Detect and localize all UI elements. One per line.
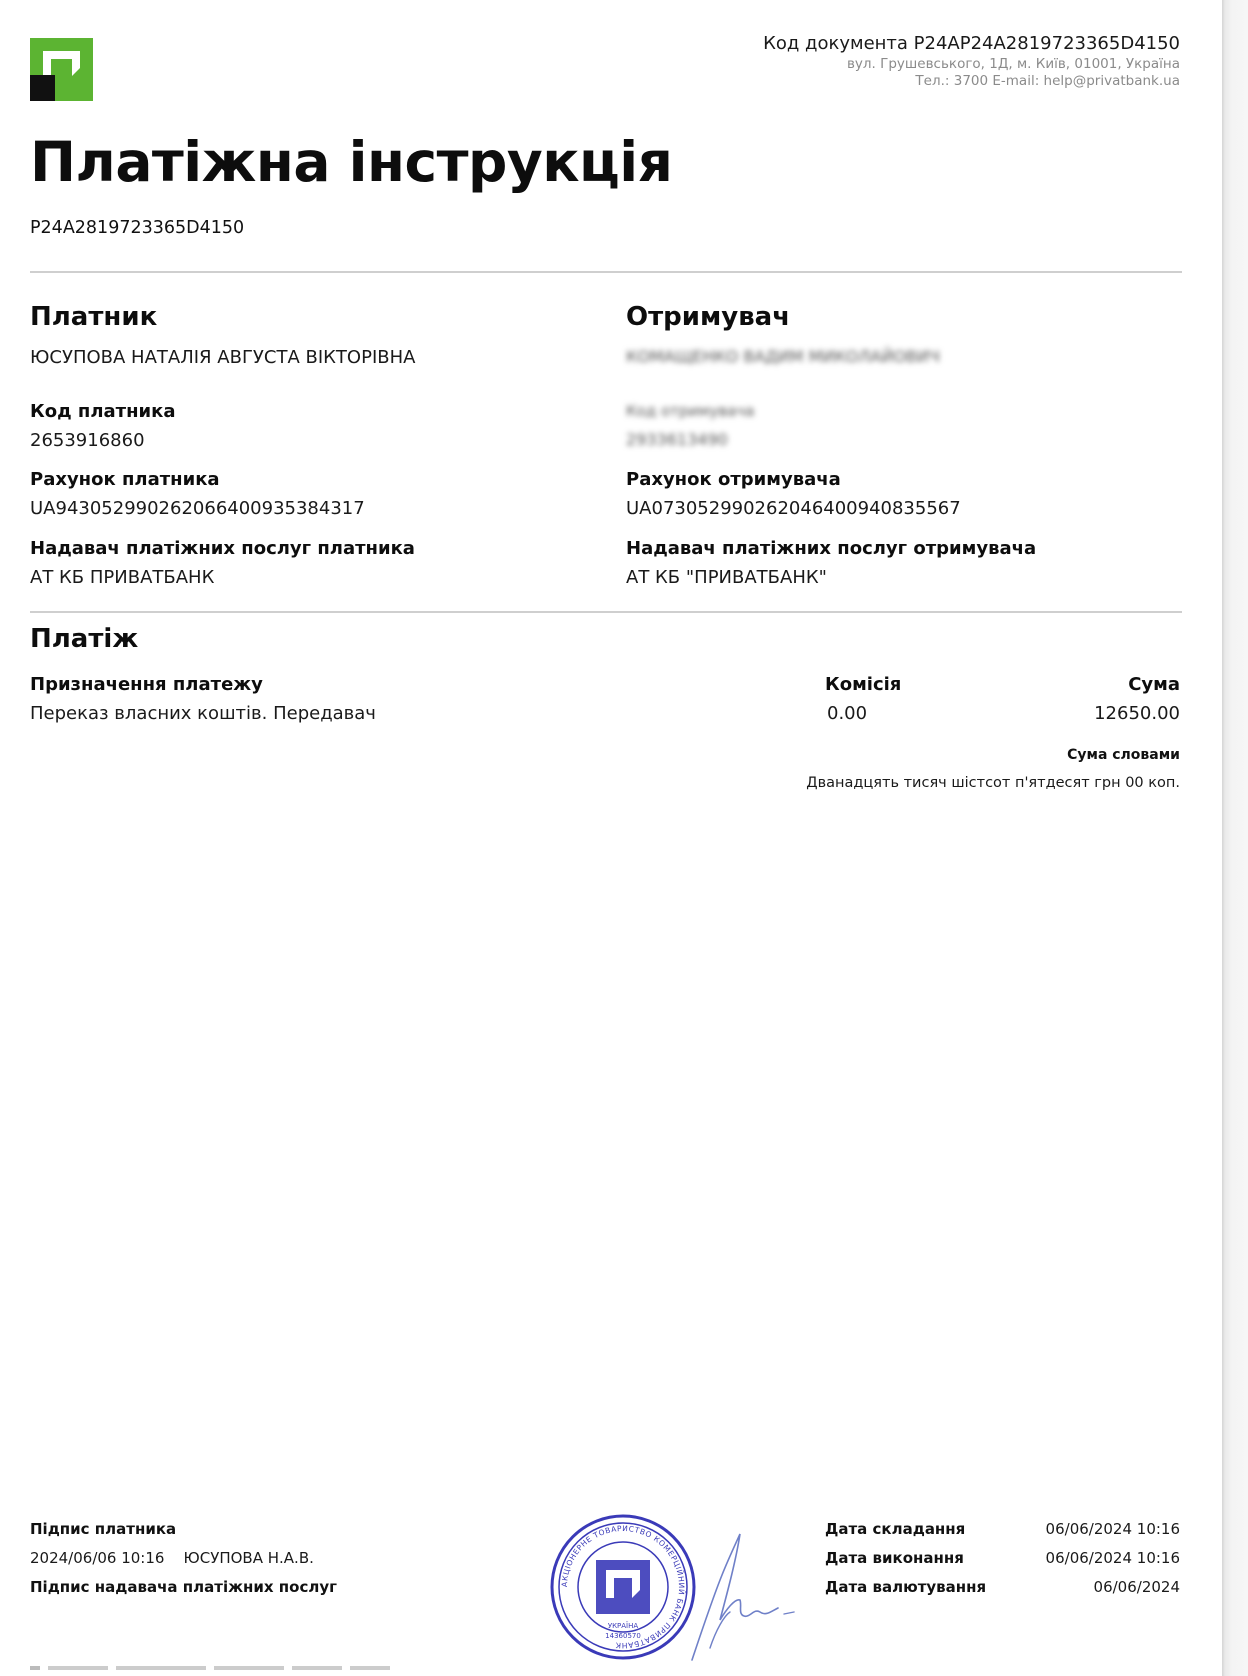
fee-label: Комісія [825,674,902,695]
date-created-value: 06/06/2024 10:16 [1045,1520,1180,1538]
recipient-code-label: Код отримувача [626,402,755,420]
document-subcode: P24A2819723365D4150 [30,218,245,238]
divider [30,271,1182,273]
recipient-provider-label: Надавач платіжних послуг отримувача [626,538,1037,559]
page-edge-shadow [1222,0,1248,1676]
svg-text:УКРАЇНА: УКРАЇНА [607,1622,639,1630]
payer-account-label: Рахунок платника [30,469,220,490]
payer-signature-value: 2024/06/06 10:16 ЮСУПОВА Н.А.В. [30,1549,314,1567]
date-value-value: 06/06/2024 [1093,1578,1180,1596]
amount-value: 12650.00 [1094,703,1180,724]
svg-text:14360570: 14360570 [605,1632,641,1640]
recipient-code: 2933613490 [626,430,728,449]
date-executed-value: 06/06/2024 10:16 [1045,1549,1180,1567]
page-title: Платіжна інструкція [30,130,673,194]
payer-heading: Платник [30,302,158,332]
recipient-provider: АТ КБ "ПРИВАТБАНК" [626,567,827,588]
payer-provider-label: Надавач платіжних послуг платника [30,538,415,559]
svg-text:АКЦІОНЕРНЕ ТОВАРИСТВО КОМЕРЦІЙ: АКЦІОНЕРНЕ ТОВАРИСТВО КОМЕРЦІЙНИЙ БАНК ПРИВАТБАНК [559,1523,687,1651]
bank-address: вул. Грушевського, 1Д, м. Київ, 01001, Україна [846,56,1180,72]
payer-provider: АТ КБ ПРИВАТБАНК [30,567,215,588]
payer-code-label: Код платника [30,401,176,422]
amount-words-label: Сума словами [1067,747,1180,763]
payer-code: 2653916860 [30,430,145,451]
cutoff-text-line [30,1664,450,1670]
bank-stamp-icon [548,1512,698,1662]
date-value-label: Дата валютування [825,1578,987,1596]
fee-value: 0.00 [827,703,868,724]
purpose-label: Призначення платежу [30,674,263,695]
recipient-account-label: Рахунок отримувача [626,469,841,490]
payment-heading: Платіж [30,624,139,654]
bank-contacts: Тел.: 3700 E-mail: help@privatbank.ua [915,73,1180,89]
divider [30,611,1182,613]
amount-label: Сума [1128,674,1180,695]
recipient-name: КОМАЩЕНКО ВАДИМ МИКОЛАЙОВИЧ [626,347,940,366]
date-created-label: Дата складання [825,1520,966,1538]
amount-words: Дванадцять тисяч шістсот п'ятдесят грн 00 коп. [806,775,1180,791]
payer-signature-label: Підпис платника [30,1520,177,1538]
provider-signature-label: Підпис надавача платіжних послуг [30,1578,337,1596]
recipient-heading: Отримувач [626,302,791,332]
document-code: Код документа P24AP24A2819723365D4150 [763,33,1180,54]
recipient-account: UA073052990262046400940835567 [626,498,961,519]
signature-icon [680,1520,810,1670]
privatbank-logo-icon [30,38,93,101]
purpose-value: Переказ власних коштів. Передавач [30,703,376,724]
payer-name: ЮСУПОВА НАТАЛІЯ АВГУСТА ВІКТОРІВНА [30,347,416,368]
date-executed-label: Дата виконання [825,1549,964,1567]
payer-account: UA943052990262066400935384317 [30,498,365,519]
